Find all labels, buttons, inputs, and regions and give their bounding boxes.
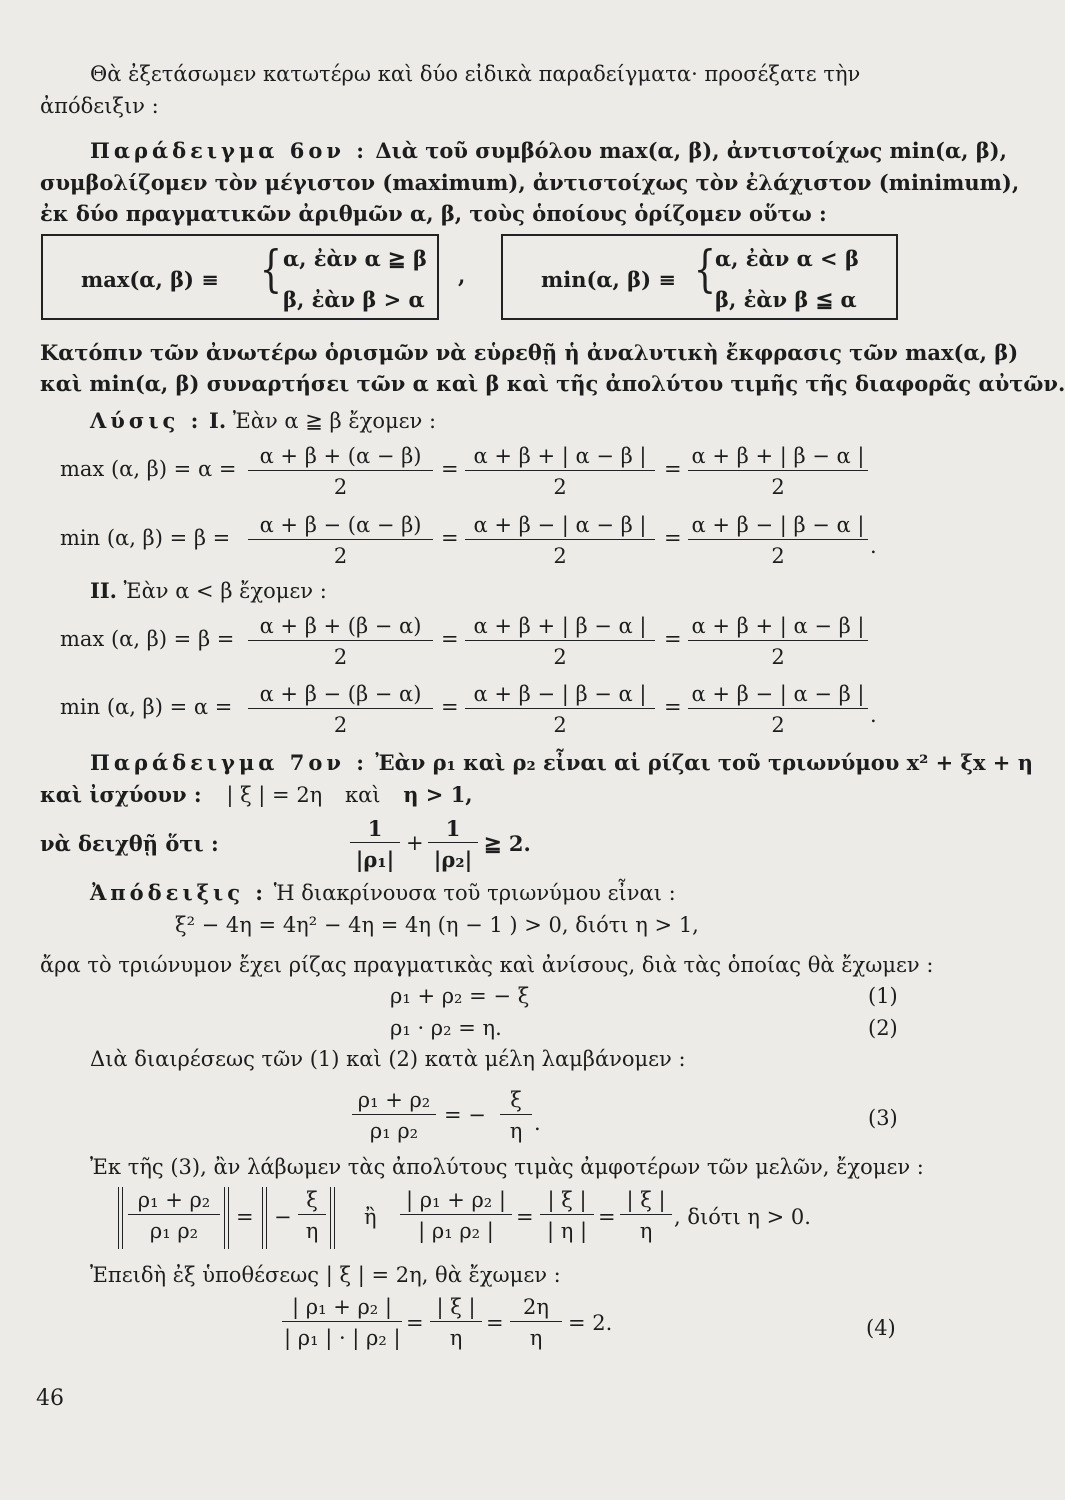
case2-min-frac-1: $\frac{\alpha + \beta - (\beta - \alpha)}{2}$: [248, 684, 433, 736]
definition-comma: ,: [458, 263, 466, 288]
intro-line-2: ἀπόδειξιν :: [40, 94, 159, 118]
case1-min-eq-2: =: [664, 526, 682, 550]
abs-or: ἢ: [364, 1205, 377, 1229]
abs-bar-3: [224, 1187, 225, 1249]
abs-minus: −: [274, 1205, 292, 1229]
abs-frac-2: $\frac{\xi}{\eta}$: [298, 1190, 326, 1242]
max-def-case-2: β, ἐὰν β > α: [283, 287, 425, 312]
case1-period: .: [870, 534, 877, 558]
example6-line-3: ἐκ δύο πραγματικῶν ἀριθμῶν α, β, τοὺς ὁποίους ὁρίζομεν οὕτω :: [40, 201, 827, 226]
eq4-frac-2: $\frac{| \xi |}{\eta}$: [430, 1297, 482, 1349]
eq3-mid: = −: [444, 1103, 486, 1127]
example7-heading: Παράδειγμα 7ον :: [90, 750, 369, 775]
hypothesis-eta: η > 1,: [403, 782, 473, 807]
eq4-end: = 2.: [568, 1311, 613, 1335]
ineq-plus: +: [406, 831, 424, 855]
eq4-tag: (4): [866, 1316, 896, 1340]
min-def-case-2: β, ἐὰν β ≦ α: [715, 287, 857, 312]
example6-intro: Διὰ τοῦ συμβόλου max(α, β), ἀντιστοίχως min(α, β),: [375, 138, 1007, 163]
case1-min-eq-1: =: [441, 526, 459, 550]
abs-bar-5: [262, 1187, 263, 1249]
case2-min-frac-2: $\frac{\alpha + \beta - | \beta - \alpha |}{2}$: [465, 684, 655, 736]
case1-min-lhs: min (α, β) = β =: [60, 526, 231, 550]
case2-min-lhs: min (α, β) = α =: [60, 695, 233, 719]
case1-max-lhs: max (α, β) = α =: [60, 457, 237, 481]
abs-frac-3: $\frac{\text{| ρ₁ + ρ₂ |}}{\text{| ρ₁ ρ₂ |}}$: [400, 1190, 512, 1242]
case2-period: .: [870, 703, 877, 727]
case1-max-frac-3: $\frac{\alpha + \beta + | \beta - \alpha |}{2}$: [688, 446, 868, 498]
abs-frac-5: $\frac{| \xi |}{\eta}$: [620, 1190, 672, 1242]
abs-bar-8: [334, 1187, 335, 1249]
ineq-frac-2: $\frac{1}{\text{|ρ₂|}}$: [428, 818, 478, 870]
proof-line: [90, 882, 676, 904]
example7-line-2: [40, 784, 473, 806]
ineq-frac-1: $\frac{1}{\text{|ρ₁|}}$: [350, 818, 400, 870]
solution-label: Λύσις :: [90, 408, 203, 433]
eq3-period: .: [534, 1111, 541, 1135]
roots-text: ἄρα τὸ τριώνυμον ἔχει ρίζας πραγματικὰς καὶ ἀνίσους, διὰ τὰς ὁποίας θὰ ἔχωμεν :: [40, 953, 934, 977]
min-def-brace: {: [693, 240, 717, 298]
case1-max-frac-1: $\frac{\alpha + \beta + (\alpha - \beta)}{2}$: [248, 446, 433, 498]
hypothesis-and: καὶ: [344, 783, 381, 807]
case1-max-eq-2: =: [664, 457, 682, 481]
abs-eq-1: =: [236, 1205, 254, 1229]
abs-bar-4: [228, 1187, 229, 1249]
abs-frac-1: $\frac{\text{ρ₁ + ρ₂}}{\text{ρ₁ ρ₂}}$: [128, 1190, 220, 1242]
case1-max-eq-1: =: [441, 457, 459, 481]
eq4-eq-2: =: [486, 1311, 504, 1335]
example7-line-1: [90, 752, 1033, 773]
case-2-line: [90, 580, 327, 602]
proof-text: Ἡ διακρίνουσα τοῦ τριωνύμου εἶναι :: [273, 881, 676, 905]
example6-line-1: [90, 140, 1007, 161]
abs-bar-2: [122, 1187, 123, 1249]
case2-max-eq-2: =: [664, 627, 682, 651]
case1-min-frac-1: $\frac{\alpha + \beta - (\alpha - \beta)}{2}$: [248, 515, 433, 567]
case-1-text: Ἐὰν α ≧ β ἔχομεν :: [232, 409, 437, 433]
case-1-label: Ι.: [209, 408, 227, 433]
proof-label: Ἀπόδειξις :: [90, 880, 268, 905]
case1-max-frac-2: $\frac{\alpha + \beta + | \alpha - \beta |}{2}$: [465, 446, 655, 498]
case2-max-frac-3: $\frac{\alpha + \beta + | \alpha - \beta |}{2}$: [688, 616, 868, 668]
case-2-label: ΙΙ.: [90, 578, 117, 603]
example6-heading: Παράδειγμα 6ον :: [90, 138, 369, 163]
case2-min-eq-1: =: [441, 695, 459, 719]
eq4-eq-1: =: [406, 1311, 424, 1335]
page-number: 46: [36, 1386, 64, 1411]
abs-because: , διότι η > 0.: [674, 1205, 811, 1229]
task-line-1: Κατόπιν τῶν ἀνωτέρω ὁρισμῶν νὰ εὑρεθῇ ἡ ἀναλυτικὴ ἔκφρασις τῶν max(α, β): [40, 340, 1019, 365]
max-def-lhs: max(α, β) ≡: [81, 267, 219, 292]
discriminant-eq: ξ² − 4η = 4η² − 4η = 4η (η − 1 ) > 0, διότι η > 1,: [175, 913, 699, 937]
case2-max-frac-2: $\frac{\alpha + \beta + | \beta - \alpha |}{2}$: [465, 616, 655, 668]
abs-text: Ἐκ τῆς (3), ἂν λάβωμεν τὰς ἀπολύτους τιμὰς ἀμφοτέρων τῶν μελῶν, ἔχομεν :: [90, 1155, 924, 1179]
case2-min-frac-3: $\frac{\alpha + \beta - | \alpha - \beta |}{2}$: [688, 684, 868, 736]
show-label: νὰ δειχθῇ ὅτι :: [40, 831, 219, 856]
case2-max-eq-1: =: [441, 627, 459, 651]
divide-text: Διὰ διαιρέσεως τῶν (1) καὶ (2) κατὰ μέλη λαμβάνομεν :: [90, 1047, 686, 1071]
min-definition-box: [501, 234, 898, 320]
case2-min-eq-2: =: [664, 695, 682, 719]
example7-intro: Ἐὰν ρ₁ καὶ ρ₂ εἶναι αἱ ρίζαι τοῦ τριωνύμου x² + ξx + η: [375, 750, 1033, 775]
eq4-frac-3: $\frac{2\eta}{\eta}$: [510, 1297, 562, 1349]
intro-line-1: Θὰ ἐξετάσωμεν κατωτέρω καὶ δύο εἰδικὰ παραδείγματα· προσέξατε τὴν: [90, 62, 861, 86]
solution-line: [90, 410, 436, 432]
case2-max-lhs: max (α, β) = β =: [60, 627, 235, 651]
vieta-2: ρ₁ · ρ₂ = η.: [390, 1016, 502, 1040]
example6-line-2: συμβολίζομεν τὸν μέγιστον (maximum), ἀντιστοίχως τὸν ἐλάχιστον (minimum),: [40, 170, 1020, 195]
abs-bar-6: [266, 1187, 267, 1249]
hypothesis-xi: | ξ | = 2η: [226, 783, 323, 807]
eq3-frac-right: $\frac{\xi}{\eta}$: [500, 1090, 532, 1142]
case2-max-frac-1: $\frac{\alpha + \beta + (\beta - \alpha)}{2}$: [248, 616, 433, 668]
abs-bar-1: [118, 1187, 119, 1249]
case1-min-frac-3: $\frac{\alpha + \beta - | \beta - \alpha |}{2}$: [688, 515, 868, 567]
abs-eq-3: =: [598, 1205, 616, 1229]
abs-eq-2: =: [516, 1205, 534, 1229]
vieta-1: ρ₁ + ρ₂ = − ξ: [390, 984, 530, 1008]
since-text: Ἐπειδὴ ἐξ ὑποθέσεως | ξ | = 2η, θὰ ἔχωμεν :: [90, 1263, 561, 1287]
max-definition-box: [41, 234, 439, 320]
eq3-tag: (3): [868, 1106, 898, 1130]
hypothesis-label: καὶ ἰσχύουν :: [40, 782, 202, 807]
abs-bar-7: [330, 1187, 331, 1249]
ineq-rhs: ≧ 2.: [484, 831, 531, 856]
eq4-frac-1: $\frac{\text{| ρ₁ + ρ₂ |}}{\text{| ρ₁ | · | ρ₂ |}}$: [284, 1295, 401, 1350]
case1-min-frac-2: $\frac{\alpha + \beta - | \alpha - \beta |}{2}$: [465, 515, 655, 567]
min-def-case-1: α, ἐὰν α < β: [715, 246, 859, 271]
max-def-case-1: α, ἐὰν α ≧ β: [283, 246, 427, 271]
min-def-lhs: min(α, β) ≡: [541, 267, 676, 292]
case-2-text: Ἐὰν α < β ἔχομεν :: [123, 579, 327, 603]
max-def-brace: {: [259, 240, 283, 298]
eq3-frac-left: $\frac{\text{ρ₁ + ρ₂}}{\text{ρ₁ ρ₂}}$: [352, 1090, 436, 1142]
vieta-2-tag: (2): [868, 1016, 898, 1040]
abs-frac-4: $\frac{| \xi |}{| \eta |}$: [540, 1190, 594, 1242]
task-line-2: καὶ min(α, β) συναρτήσει τῶν α καὶ β καὶ τῆς ἀπολύτου τιμῆς τῆς διαφορᾶς αὐτῶν.: [40, 371, 1065, 396]
vieta-1-tag: (1): [868, 984, 898, 1008]
